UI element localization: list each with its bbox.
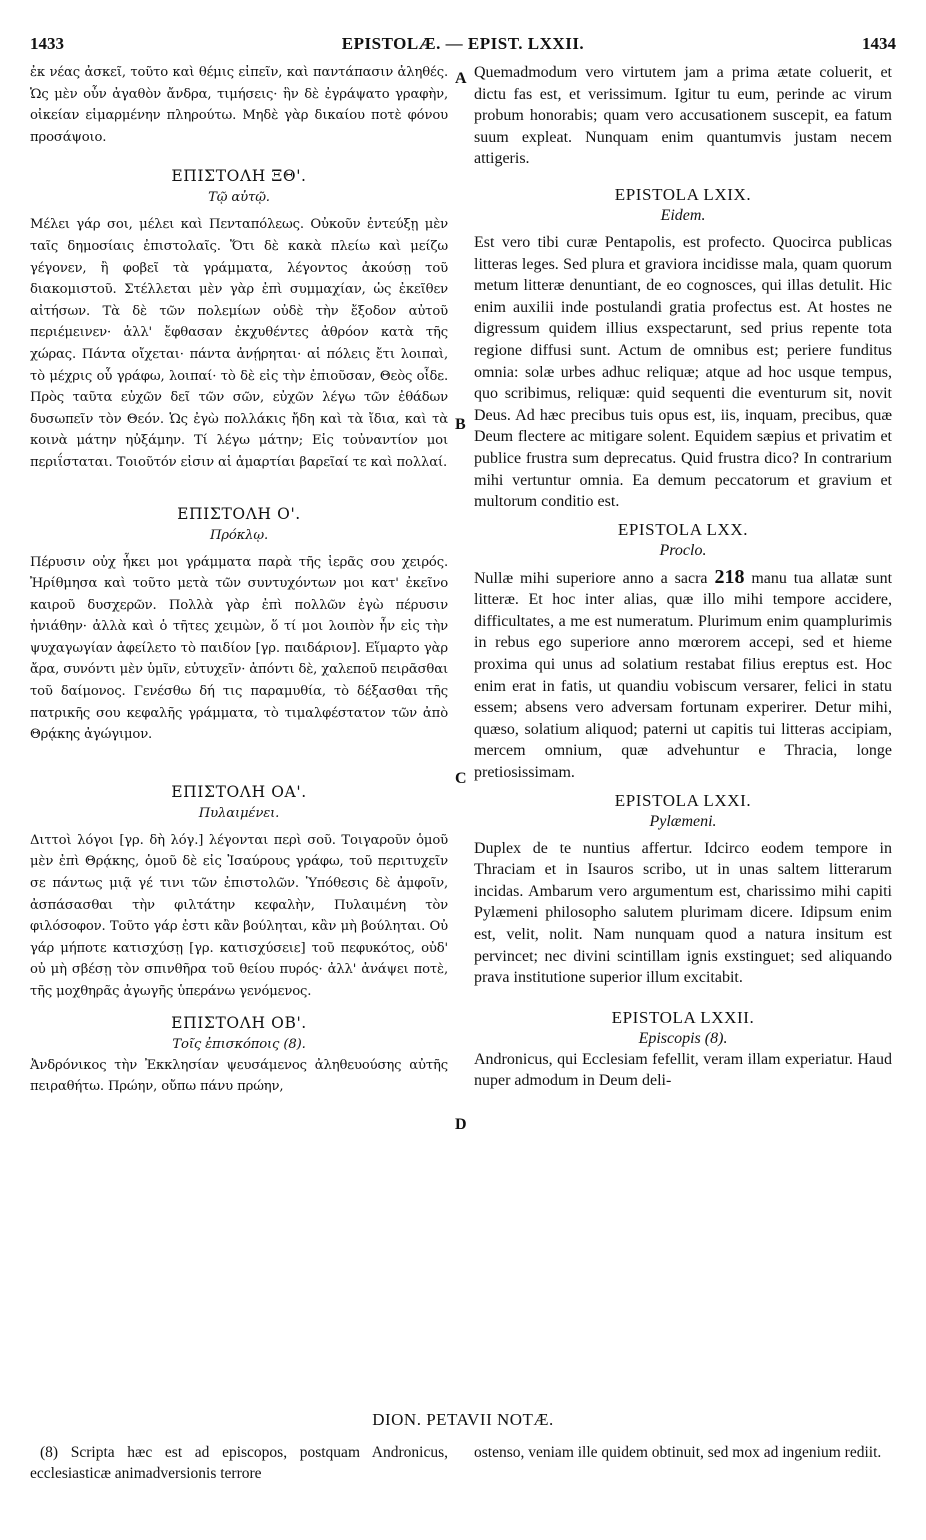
margin-marker-b: B: [455, 416, 466, 433]
greek-letter-recipient: Τοῖς ἐπισκόποις (8).: [172, 1036, 306, 1052]
latin-letter-recipient: Eidem.: [660, 206, 706, 224]
greek-letter-heading: ΕΠΙΣΤΟΛΗ ΟΒ'.: [171, 1013, 307, 1032]
greek-letter-72: [30, 1013, 448, 1098]
page-number-right: 1434: [862, 34, 896, 53]
latin-letter-70: [474, 519, 892, 784]
latin-letter-heading: EPISTOLA LXIX.: [614, 184, 752, 204]
page: [30, 30, 896, 1520]
margin-marker-c: C: [455, 770, 467, 787]
latin-letter-text: Est vero tibi curæ Pentapolis, est profecto. Quocirca publicas litteras leges. Sed plura et graviora incidisse mala, quam quorum metum litteræ denuntiant, de eo cognosces, qui illas detulit. Hic enim auxilii inde postulandi gratia profectus est. At hostes ne digressum quidem illius exspectarunt, sed prius repente tota regione diffusi sunt. Actum de omnibus est; periere funditus omnia: solæ urbes adhuc reliquæ; atque ad hoc usque tempus, quo scribimus, reliquæ: quid sequenti die eventurum sit, novit Deus. Ad hæc precibus tuis opus est, iis, inquam, precibus, quæ Deum flectere ac mitigare solent. Equidem sæpius et privatim et publice frustra sum deprecatus. Quid frustra dico? In contrarium mihi vertuntur omnia. Ea demum peccatorum et gravium et multorum conditio est.: [474, 233, 892, 511]
greek-letter-recipient: Πρόκλῳ.: [209, 527, 269, 543]
latin-letter-recipient: Proclo.: [659, 541, 707, 559]
latin-intro: Quemadmodum vero virtutem jam a prima ætate coluerit, et dictu fas est, et verissimum. Igitur tu eum, perinde ac virum probum honorabis; quam vero accusationem suscepit, ea fatum suum expleat. Nunquam enim quantumvis justam necem attigeris.: [474, 64, 892, 168]
page-header: [30, 30, 896, 56]
greek-letter-recipient: Τῷ αὐτῷ.: [208, 190, 270, 206]
greek-letter-recipient: Πυλαιμένει.: [198, 805, 280, 821]
latin-letter-71: [474, 790, 892, 989]
running-title: EPISTOLÆ. — EPIST. LXXII.: [341, 34, 585, 53]
margin-marker-a: A: [455, 70, 467, 87]
latin-letter-text: Andronicus, qui Ecclesiam fefellit, veram illam experiatur. Haud nuper admodum in Deum deli-: [474, 1050, 892, 1090]
greek-letter-69: [30, 166, 448, 473]
latin-letter-72: [474, 1007, 892, 1092]
greek-letter-heading: ΕΠΙΣΤΟΛΗ ΞΘ'.: [171, 167, 307, 186]
footnote-right: ostenso, veniam ille quidem obtinuit, sed mox ad ingenium rediit.: [474, 1444, 882, 1461]
greek-letter-heading: ΕΠΙΣΤΟΛΗ ΟΑ'.: [171, 782, 307, 801]
latin-letter-recipient: Episcopis (8).: [638, 1029, 728, 1047]
greek-letter-70: [30, 504, 448, 746]
greek-intro: ἐκ νέας ἀσκεῖ, τοῦτο καὶ θέμις εἰπεῖν, καὶ παντάπασιν ἀληθές. Ὡς μὲν οὖν ἀγαθὸν ἄνδρα, τιμήσεις· ἣν δὲ ἐγράψατο γραφὴν, οἰκείαν εἱμαρμένην πληρούτω. Μηδὲ γὰρ δικαίου ποτὲ φόνου προσάψοιο.: [30, 65, 448, 145]
latin-letter-text-rest: manu tua allatæ sunt litteræ. Et hoc inter alias, quæ illo mihi tempore accidere, difficultates, a me est numeratum. Plurimum enim quamplurimis in rebus ego superiore anno mœrorem accepi, sed et hieme proxima qui unus ad solatium restabat filius ereptus est. Hoc enim erat in fatis, ut quandiu vobiscum versarer, felici in statu essem; absens vero adversam fortunam experirer. Detur mihi, quæso, solatium aliquod; paterni ut capitis tui litteras accipiam, mercem omnium, quæ advehuntur e Thracia, longe pretiosissimam.: [474, 569, 893, 782]
latin-letter-heading: EPISTOLA LXXII.: [611, 1007, 755, 1027]
latin-letter-heading: EPISTOLA LXXI.: [614, 790, 752, 810]
greek-letter-heading: ΕΠΙΣΤΟΛΗ Ο'.: [177, 504, 301, 523]
latin-letter-text: Duplex de te nuntius affertur. Idcirco eodem tempore in Thraciam et in Isauros scribo, ut in unas saltem litterarum incidas. Ambarum vero argumentum est, charissimo mihi capiti Pylæmeni philosopho salutem plurimam dicere. Idipsum enim est, velit, nolit. Nam nunquam quod a natura insitum est pervincet; nec divini scintillam ignis exstinguet; sed aliquando prava institutione superior illum excitabit.: [474, 839, 892, 987]
greek-letter-text: Διττοὶ λόγοι [γρ. δὴ λόγ.] λέγονται περὶ σοῦ. Τοιγαροῦν ὁμοῦ μὲν ἐπὶ Θρᾴκης, ὁμοῦ δὲ εἰς Ἰσαύρους γράφω, τοῦ περιτυχεῖν σε πάντως μιᾷ γέ τινι τῶν ἐπιστολῶν. Ὑπόθεσις δὲ ἀμφοῖν, ἀσπάσασθαι τὴν φιλτάτην κεφαλὴν, Πυλαιμένη τὸν φιλόσοφον. Τοῦτο γάρ ἐστι κἂν βούληται, κἂν μὴ βούληται. Οὐ γάρ μήποτε κατισχύσῃ [γρ. κατισχύσειε] τοῦ πεφυκότος, οὐδ' οὐ μὴ σβέσῃ τὸν σπινθῆρα τοῦ θείου πυρός· ἀλλ' ἀνάψει ποτὲ, τῆς μοχθηρᾶς ἀγωγῆς ὑπεράνω γενόμενος.: [30, 832, 448, 999]
greek-letter-text: Μέλει γάρ σοι, μέλει καὶ Πενταπόλεως. Οὐκοῦν ἐντεύξῃ μὲν ταῖς δημοσίαις ἐπιστολαῖς. Ὅτι δὲ κακὰ πλείω καὶ μείζω γέγονεν, ἢ φοβεῖ τὰ γράμματα, λέγοντος ἀκούσῃ τοῦ διακομιστοῦ. Στέλλεται μὲν γὰρ ἐπὶ συμμαχίαν, ὡς ἐκεῖθεν αἰτήσων. Τὰ δὲ τῶν πολεμίων οὐδὲ τὴν ἔξοδον αὐτοῦ περιέμεινεν· ἀλλ' ἔφθασαν ἐκχυθέντες ἀθρόον κατὰ τῆς χώρας. Πάντα οἴχεται· πάντα ἀνῄρηται· αἱ πόλεις ἔτι λοιπαὶ, τὸ μέχρις οὗ γράφω, λοιπαί· τὸ δὲ εἰς τὴν ἐπιοῦσαν, Θεὸς οἶδε. Πρὸς ταῦτα εὐχῶν δεῖ τῶν σῶν, εὐχῶν λέγω τῶν ἐθάδων δυσωπεῖν τὸν Θεόν. Ὡς ἐγὼ πολλάκις ἤδη καὶ τὰ ἴδια, καὶ τὰ κοινὰ μάτην ηὐξάμην. Τί λέγω μάτην; Εἰς τοὐναντίον μοι περιΐσταται. Τοιοῦτόν εἰσιν αἱ ἁμαρτίαι βαρεῖαί τε καὶ πολλαί.: [30, 217, 448, 470]
greek-letter-71: [30, 782, 448, 1003]
latin-column: [474, 62, 892, 1092]
latin-letter-69: [474, 184, 892, 513]
latin-letter-recipient: Pylæmeni.: [649, 812, 717, 830]
column-number: 218: [714, 565, 745, 588]
greek-column: [30, 62, 448, 1098]
footnote-left: (8) Scripta hæc est ad episcopos, postquam Andronicus, ecclesiasticæ animadversionis terrore: [30, 1444, 448, 1482]
latin-letter-heading: EPISTOLA LXX.: [617, 519, 749, 539]
page-number-left: 1433: [30, 34, 64, 53]
greek-letter-text: Πέρυσιν οὐχ ἧκει μοι γράμματα παρὰ τῆς ἱερᾶς σου χειρός. Ἠρίθμησα καὶ τοῦτο μετὰ τῶν συντυχόντων μοι κατ' ἐκεῖνο καιροῦ δυσχερῶν. Πολλὰ γὰρ ἐπὶ πολλῶν ἐγὼ πέρυσιν ἠνιάθην· ἀλλὰ καὶ ὁ τῆτες χειμὼν, ὅ τί μοι λοιπὸν ἦν εἰς τὴν ψυχαγωγίαν ἀφείλετο τὸ παιδίον [γρ. παιδάριον]. Εἵμαρτο γὰρ ἄρα, συνόντι μὲν ὑμῖν, εὐτυχεῖν· ἀπόντι δὲ, χαλεποῦ πειρᾶσθαι τοῦ δαίμονος. Γενέσθω δή τις παραμυθία, τὸ δέξασθαι τῆς πατρικῆς σου κεφαλῆς γράμματα, τὸ τιμαλφέστατον τῶν ἀπὸ Θρᾴκης ἀγώγιμον.: [30, 554, 448, 743]
margin-marker-d: D: [455, 1116, 467, 1133]
greek-letter-text: Ἀνδρόνικος τὴν Ἐκκλησίαν ψευσάμενος ἀληθευούσης αὐτῆς πειραθήτω. Πρώην, οὔπω πάνυ πρώην,: [30, 1057, 448, 1095]
latin-letter-text-start: Nullæ mihi superiore anno a sacra: [474, 569, 708, 587]
latin-letter-text: [474, 567, 892, 784]
notes-title: DION. PETAVII NOTÆ.: [372, 1410, 554, 1429]
